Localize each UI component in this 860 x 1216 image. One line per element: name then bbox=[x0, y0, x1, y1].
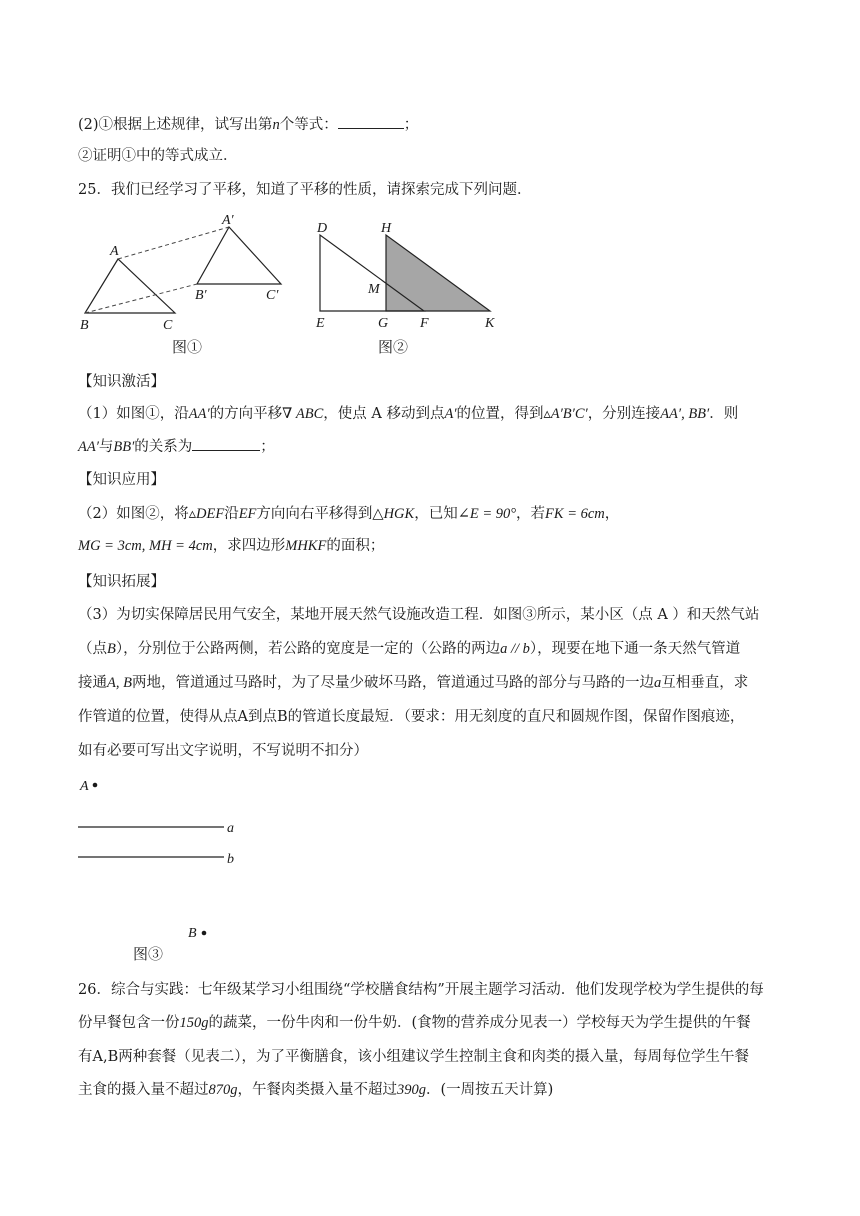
math: AA′, BB′ bbox=[660, 406, 710, 422]
q25-part1-line1 bbox=[78, 404, 738, 424]
figure-2 bbox=[315, 221, 495, 356]
q25-part3-line3 bbox=[78, 673, 748, 693]
math: 150g bbox=[179, 1015, 209, 1031]
text: ，求四边形 bbox=[212, 538, 286, 554]
math: A, B bbox=[107, 675, 132, 691]
math: a bbox=[653, 675, 662, 691]
text: ，使点 A 移动到点 bbox=[323, 406, 445, 422]
text: 的面积； bbox=[326, 538, 385, 554]
q24-text: 个等式： bbox=[279, 117, 338, 133]
math: BB′ bbox=[113, 439, 135, 455]
math: ▵A′B′C′ bbox=[543, 406, 588, 422]
q25-part1-line2 bbox=[78, 436, 275, 457]
label-M: M bbox=[368, 282, 380, 297]
q24-text: ； bbox=[403, 117, 419, 133]
label-point-A: A bbox=[80, 779, 89, 794]
text: （2）如图②，将 bbox=[78, 506, 189, 522]
label-A-prime: A′ bbox=[222, 213, 234, 228]
text: ，已知 bbox=[414, 506, 458, 522]
text: 的蔬菜，一份牛肉和一份牛奶．(食物的营养成分见表一）学校每天为学生提供的午餐 bbox=[208, 1015, 751, 1031]
text: 的位置，得到 bbox=[456, 406, 544, 422]
text: 与 bbox=[98, 439, 114, 455]
text: （点 bbox=[78, 641, 107, 657]
label-B-prime: B′ bbox=[195, 288, 207, 303]
math: EF bbox=[238, 506, 257, 522]
text: ，午餐肉类摄入量不超过 bbox=[237, 1082, 397, 1098]
q25-part3-line5: 如有必要可写出文字说明，不写说明不扣分） bbox=[78, 743, 368, 759]
label-F: F bbox=[420, 316, 429, 331]
math: A′ bbox=[444, 406, 457, 422]
math: a // b bbox=[500, 641, 530, 657]
text: 的关系为 bbox=[134, 439, 193, 455]
text: 份早餐包含一份 bbox=[78, 1015, 180, 1031]
text: （1）如图①，沿 bbox=[78, 406, 189, 422]
label-B: B bbox=[80, 318, 89, 333]
label-G: G bbox=[378, 316, 389, 331]
label-H: H bbox=[381, 221, 392, 236]
text: ， bbox=[604, 506, 620, 522]
label-point-B: B bbox=[188, 926, 197, 941]
label-line-b: b bbox=[227, 852, 234, 867]
label-line-a: a bbox=[227, 821, 234, 836]
text: ），分别位于公路两侧，若公路的宽度是一定的（公路的两边 bbox=[115, 641, 501, 657]
q26-line1: 26．综合与实践：七年级某学习小组围绕“学校膳食结构”开展主题学习活动．他们发现学校为学生提供的每 bbox=[78, 982, 764, 998]
text: 沿 bbox=[224, 506, 239, 522]
text: 方向向右平移得到△ bbox=[256, 506, 384, 522]
q25-part3-line1: （3）为切实保障居民用气安全，某地开展天然气设施改造工程．如图③所示，某小区（点 A ）和天然气站 bbox=[78, 607, 760, 623]
math: B bbox=[107, 641, 116, 657]
q26-line4 bbox=[78, 1080, 553, 1100]
q24-part2-line2: ②证明①中的等式成立． bbox=[78, 148, 238, 164]
text: ； bbox=[260, 439, 275, 455]
math: 870g bbox=[208, 1082, 238, 1098]
text: 互相垂直，求 bbox=[661, 675, 749, 691]
text: 主食的摄入量不超过 bbox=[78, 1082, 209, 1098]
var-n: n bbox=[272, 117, 280, 133]
text: ，分别连接 bbox=[587, 406, 661, 422]
point-B-dot bbox=[202, 931, 207, 936]
math: FK = 6cm bbox=[545, 506, 605, 522]
q26-line2 bbox=[78, 1013, 751, 1033]
math: MHKF bbox=[285, 538, 327, 554]
text: ，若 bbox=[516, 506, 546, 522]
math: ∇ ABC bbox=[282, 406, 324, 422]
math: ∠E = 90° bbox=[457, 506, 517, 522]
math: AA′ bbox=[188, 406, 210, 422]
math: ▵DEF bbox=[188, 506, 225, 522]
caption-fig2: 图② bbox=[378, 338, 409, 356]
math: HGK bbox=[383, 506, 415, 522]
label-K: K bbox=[485, 316, 495, 331]
q24-text: (2)①根据上述规律，试写出第 bbox=[78, 117, 273, 133]
caption-fig3: 图③ bbox=[133, 945, 164, 963]
math: AA′ bbox=[78, 439, 99, 455]
point-A-dot bbox=[93, 783, 98, 788]
math: MG = 3cm, MH = 4cm bbox=[78, 538, 213, 554]
text: 的方向平移 bbox=[209, 406, 283, 422]
q25-part2-line2 bbox=[78, 536, 384, 556]
q25-intro: 25．我们已经学习了平移，知道了平移的性质，请探索完成下列问题． bbox=[78, 182, 532, 198]
text: 两地，管道通过马路时，为了尽量少破坏马路，管道通过马路的部分与马路的一边 bbox=[131, 675, 654, 691]
figure-3 bbox=[78, 779, 234, 963]
math: 390g bbox=[397, 1082, 426, 1098]
label-D: D bbox=[317, 221, 328, 236]
label-C-prime: C′ bbox=[266, 288, 279, 303]
section-knowledge-extension: 【知识拓展】 bbox=[78, 574, 165, 590]
q26-line3: 有A,B两种套餐（见表二），为了平衡膳食，该小组建议学生控制主食和肉类的摄入量，每周每位学生午餐 bbox=[78, 1049, 749, 1065]
text: ．则 bbox=[709, 406, 739, 422]
label-E: E bbox=[316, 316, 325, 331]
caption-fig1: 图① bbox=[172, 338, 203, 356]
answer-blank[interactable] bbox=[192, 436, 260, 451]
text: ），现要在地下通一条天然气管道 bbox=[529, 641, 741, 657]
q25-part2-line1 bbox=[78, 504, 619, 524]
label-A: A bbox=[110, 244, 119, 259]
label-C: C bbox=[163, 318, 173, 333]
q25-part3-line4: 作管道的位置，使得从点A到点B的管道长度最短．（要求：用无刻度的直尺和圆规作图，保留作图痕迹， bbox=[78, 709, 745, 725]
figure-1 bbox=[80, 213, 281, 356]
section-knowledge-activation: 【知识激活】 bbox=[78, 374, 165, 390]
section-knowledge-application: 【知识应用】 bbox=[78, 472, 165, 488]
q25-part3-line2 bbox=[78, 639, 740, 659]
text: ．(一周按五天计算) bbox=[426, 1082, 554, 1098]
text: 接通 bbox=[78, 675, 107, 691]
